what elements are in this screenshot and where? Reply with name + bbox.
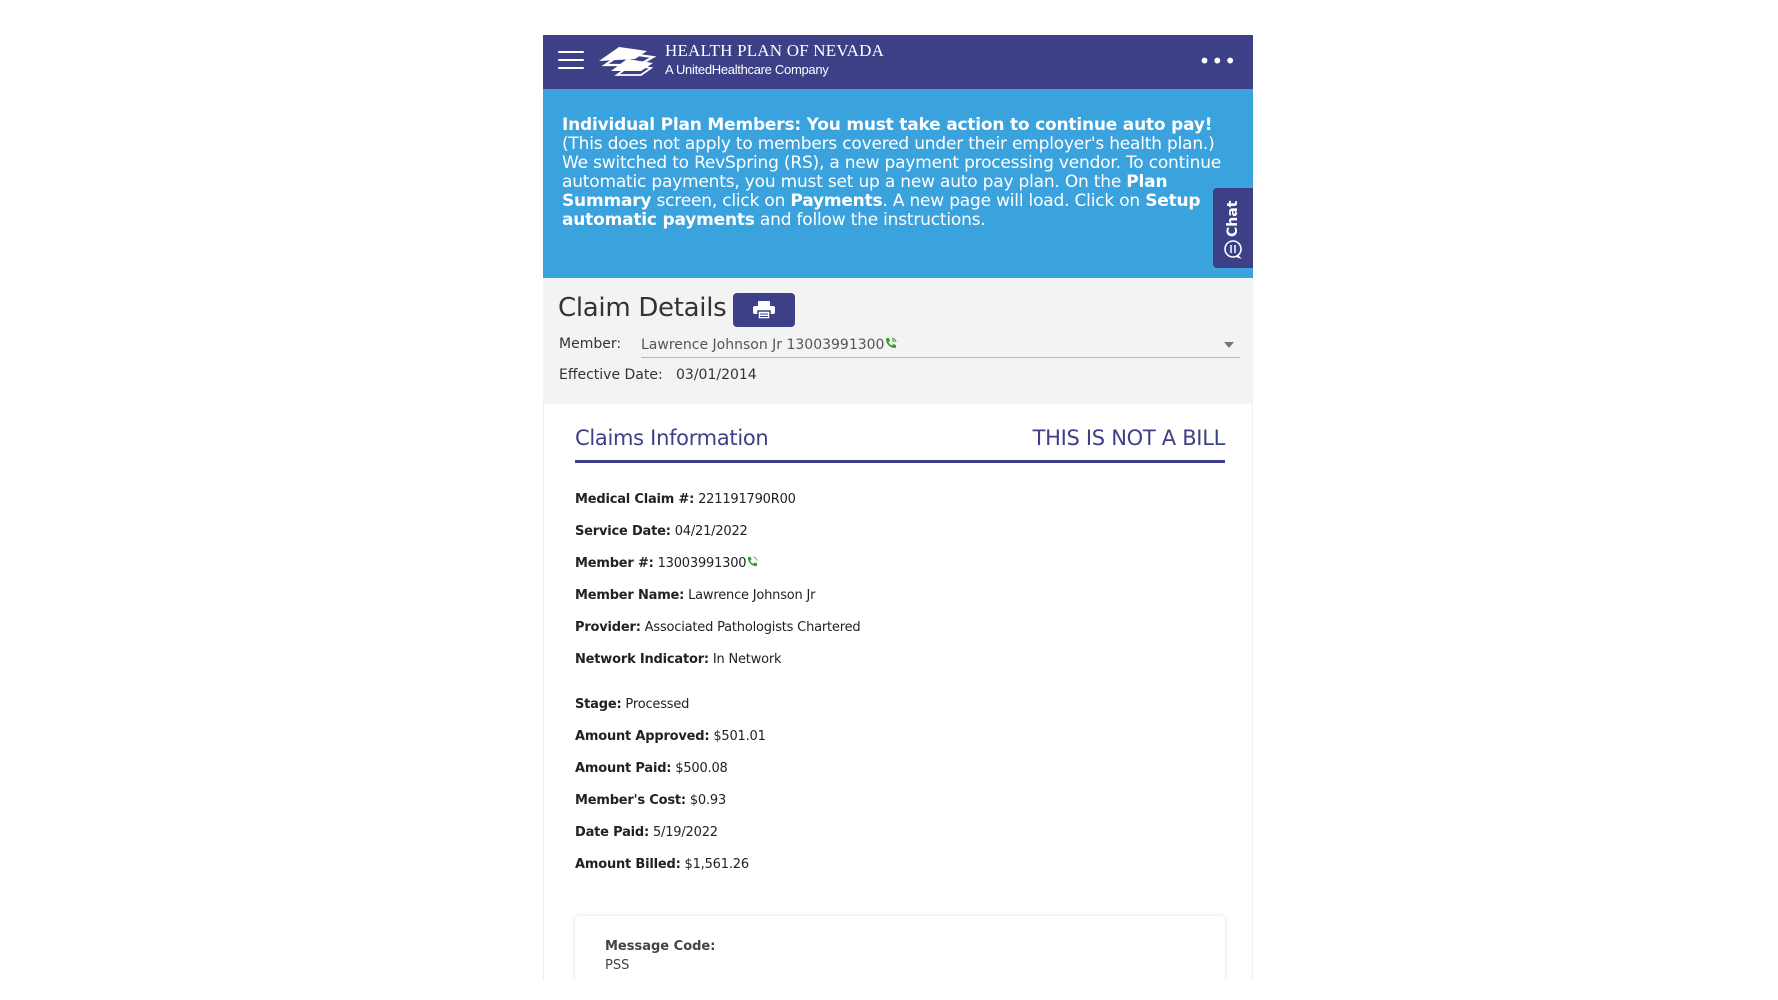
member-select-text: Lawrence Johnson Jr 13003991300 <box>641 337 885 353</box>
field-value: Associated Pathologists Chartered <box>644 620 861 635</box>
banner-text: and follow the instructions. <box>754 210 986 230</box>
field-value: Processed <box>625 697 690 712</box>
field-label: Amount Billed: <box>575 857 681 872</box>
field-value: 5/19/2022 <box>652 825 718 840</box>
field-value: Lawrence Johnson Jr <box>688 588 816 603</box>
field-value: 04/21/2022 <box>674 524 748 539</box>
claim-details-section <box>543 278 1253 405</box>
claims-header <box>575 404 1225 463</box>
chat-label: Chat <box>1225 200 1241 237</box>
field-amount-paid <box>575 761 728 776</box>
brand-title: HEALTH PLAN OF NEVADA <box>665 41 885 60</box>
message-code-value: PSS <box>605 958 630 973</box>
field-value: $0.93 <box>689 793 727 808</box>
field-label: Provider: <box>575 620 641 635</box>
autopay-notice-banner <box>543 89 1253 278</box>
not-a-bill-notice: THIS IS NOT A BILL <box>1032 426 1225 450</box>
field-member-number <box>575 556 758 571</box>
field-label: Stage: <box>575 697 622 712</box>
banner-paragraph-2 <box>562 154 1233 230</box>
field-member-name <box>575 588 815 603</box>
field-value: $1,561.26 <box>684 857 749 872</box>
field-value: 221191790R00 <box>698 492 796 507</box>
field-label: Medical Claim #: <box>575 492 695 507</box>
message-code-label: Message Code: <box>605 939 716 954</box>
hamburger-menu-icon[interactable] <box>558 51 584 73</box>
message-code-card <box>575 916 1225 980</box>
banner-headline: Individual Plan Members: You must take action to continue auto pay! <box>562 115 1213 135</box>
field-label: Amount Paid: <box>575 761 672 776</box>
field-label: Date Paid: <box>575 825 650 840</box>
field-label: Member #: <box>575 556 654 571</box>
banner-plan-summary: Plan Summary <box>562 172 1168 211</box>
member-select-value <box>641 337 897 353</box>
member-label: Member: <box>559 336 622 352</box>
chat-button[interactable] <box>1213 188 1253 268</box>
field-label: Member's Cost: <box>575 793 686 808</box>
field-value: $500.08 <box>675 761 728 776</box>
field-date-paid <box>575 825 718 840</box>
banner-text: screen, click on <box>651 191 791 211</box>
field-service-date <box>575 524 748 539</box>
field-label: Member Name: <box>575 588 685 603</box>
claims-title: Claims Information <box>575 426 769 450</box>
banner-paragraph-1 <box>562 116 1233 154</box>
chevron-down-icon[interactable] <box>1224 342 1234 348</box>
field-value: $501.01 <box>713 729 766 744</box>
top-navigation-bar <box>543 35 1253 89</box>
field-provider <box>575 620 860 635</box>
printer-icon <box>753 301 775 319</box>
print-button[interactable] <box>733 293 795 327</box>
chat-bubble-icon <box>1222 238 1244 260</box>
brand-subtitle: A UnitedHealthcare Company <box>665 62 829 77</box>
field-medical-claim <box>575 492 796 507</box>
field-stage <box>575 697 689 712</box>
field-label: Network Indicator: <box>575 652 709 667</box>
phone-icon[interactable] <box>747 556 758 567</box>
health-plan-logo-icon <box>595 41 657 79</box>
banner-text: We switched to RevSpring (RS), a new payment processing vendor. To continue automatic payments, you must set up a new auto pay plan. On the <box>562 153 1222 192</box>
effective-date-label: Effective Date: <box>559 367 663 383</box>
banner-text: . A new page will load. Click on <box>882 191 1146 211</box>
member-select[interactable] <box>641 333 1240 358</box>
phone-icon[interactable] <box>885 337 897 349</box>
claims-information-section <box>543 404 1253 980</box>
field-label: Service Date: <box>575 524 671 539</box>
banner-payments: Payments <box>790 191 883 211</box>
banner-setup-autopay: Setup automatic payments <box>562 191 1201 230</box>
field-value: 13003991300 <box>657 556 747 571</box>
field-amount-approved <box>575 729 766 744</box>
banner-note: (This does not apply to members covered under their employer's health plan.) <box>562 134 1215 154</box>
field-value: In Network <box>712 652 782 667</box>
effective-date-value: 03/01/2014 <box>676 367 757 383</box>
page-title: Claim Details <box>558 293 727 323</box>
field-members-cost <box>575 793 726 808</box>
mobile-app-frame <box>543 35 1253 980</box>
field-amount-billed <box>575 857 749 872</box>
field-network-indicator <box>575 652 781 667</box>
field-label: Amount Approved: <box>575 729 710 744</box>
more-options-icon[interactable]: ••• <box>1198 49 1237 73</box>
